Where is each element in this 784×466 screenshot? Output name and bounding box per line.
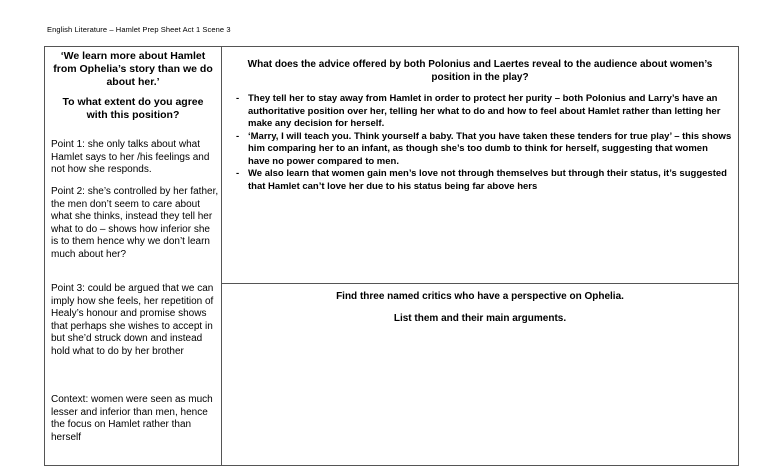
list-item: - ‘Marry, I will teach you. Think yourself a baby. That you have taken these tenders for true play’ – this shows him comparing her to an infant, as though she’s too dumb to think for herself, suggesting that women have no power compared to men. (236, 130, 732, 167)
advice-question: What does the advice offered by both Polonius and Laertes reveal to the audience about women’s position in the play? (247, 59, 713, 83)
bullet-marker: - (236, 168, 240, 179)
bullet-marker: - (236, 130, 240, 142)
list-item: - We also learn that women gain men’s love not through themselves but through their status, it’s suggested that Hamlet can’t love her due to his status being far above hers (236, 168, 727, 192)
critics-title: Find three named critics who have a perspective on Ophelia. (336, 291, 624, 302)
left-prompt: To what extent do you agree with this position? (62, 96, 204, 121)
worksheet-table (44, 46, 739, 466)
critics-subtitle: List them and their main arguments. (393, 313, 567, 324)
context-note: Context: women were seen as much lesser and inferior than men, hence the focus on Hamlet rather than herself (51, 394, 213, 443)
point-3: Point 3: could be argued that we can imply how she feels, her repetition of Healy’s honour and promise shows that perhaps she wishes to accept in but she’d struck down and instead hold what to do by her brother (51, 283, 214, 357)
bullet-marker: - (236, 93, 240, 104)
list-item: - They tell her to stay away from Hamlet in order to protect her purity – both Polonius and Larry’s have an authoritative position over her, telling her what to do and how to feel about Hamlet rather than letting her make any decision for herself. (236, 93, 721, 129)
left-question: ‘We learn more about Hamlet from Ophelia’s story than we do about her.’ (53, 50, 213, 88)
advice-cell (222, 47, 738, 284)
advice-bullets (236, 93, 732, 193)
point-2: Point 2: she’s controlled by her father, the men don’t seem to care about what she thinks, instead they tell her what to do – shows how inferior she is to them hence why we don’t learn much about her? (51, 186, 219, 260)
document-header: English Literature – Hamlet Prep Sheet Act 1 Scene 3 (47, 25, 231, 34)
point-1: Point 1: she only talks about what Hamlet says to her /his feelings and not how she responds. (51, 139, 210, 175)
critics-cell (222, 284, 738, 465)
right-column (222, 47, 738, 465)
left-column (45, 47, 222, 465)
